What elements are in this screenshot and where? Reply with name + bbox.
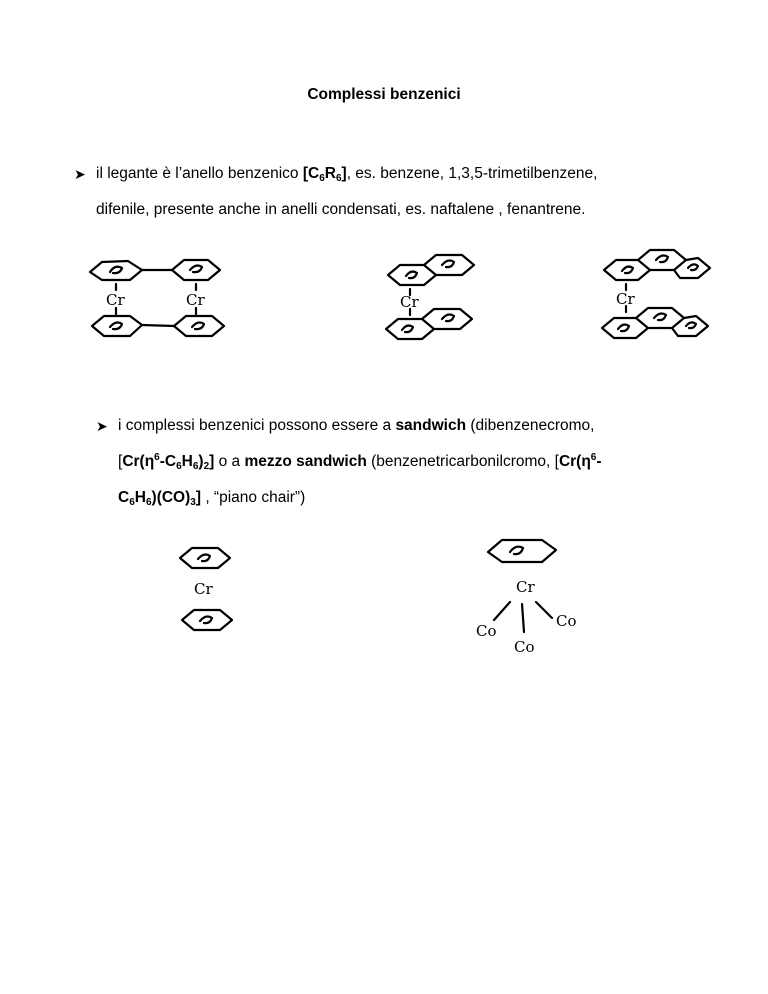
biphenyl-complex-drawing <box>80 250 250 350</box>
bullet-arrow-icon: ➤ <box>74 166 86 182</box>
svg-text:Cr: Cr <box>186 291 205 309</box>
bullet-sandwich <box>96 408 718 516</box>
phenanthrene-complex-drawing <box>598 240 728 360</box>
dibenzenechromium-drawing <box>172 540 262 640</box>
bullet-sandwich-line1: i complessi benzenici possono essere a sandwich (dibenzenecromo, <box>118 417 595 434</box>
svg-text:Cr: Cr <box>400 293 419 311</box>
bullet-ligand-line2: difenile, presente anche in anelli condensati, es. naftalene , fenantrene. <box>96 201 586 218</box>
bullet-arrow-icon: ➤ <box>96 418 108 434</box>
bullet-ligand <box>74 156 716 228</box>
bullet-sandwich-line2: $[Cr(\eta^6-C_6H_6)_2]$ o a mezzo sandwich (benzenetricarbonilcromo, [$Cr(\eta^6-$ <box>118 452 602 472</box>
svg-text:Cr: Cr <box>616 290 635 308</box>
svg-text:Co: Co <box>476 622 497 640</box>
svg-text:Cr: Cr <box>194 580 213 598</box>
bullet-sandwich-line3: $C_6H_6)(CO)_3$] , “piano chair”) <box>118 489 306 508</box>
naphthalene-complex-drawing <box>380 245 500 355</box>
bullet-ligand-line1: il legante è l’anello benzenico $[C_6R_6]$, es. benzene, 1,3,5-trimetilbenzene, <box>96 165 598 184</box>
svg-text:Cr: Cr <box>516 578 535 596</box>
page-title: Complessi benzenici <box>307 86 461 103</box>
benzenetricarbonylchromium-drawing <box>470 530 600 660</box>
svg-text:Co: Co <box>514 638 535 656</box>
svg-text:Cr: Cr <box>106 291 125 309</box>
svg-text:Co: Co <box>556 612 577 630</box>
